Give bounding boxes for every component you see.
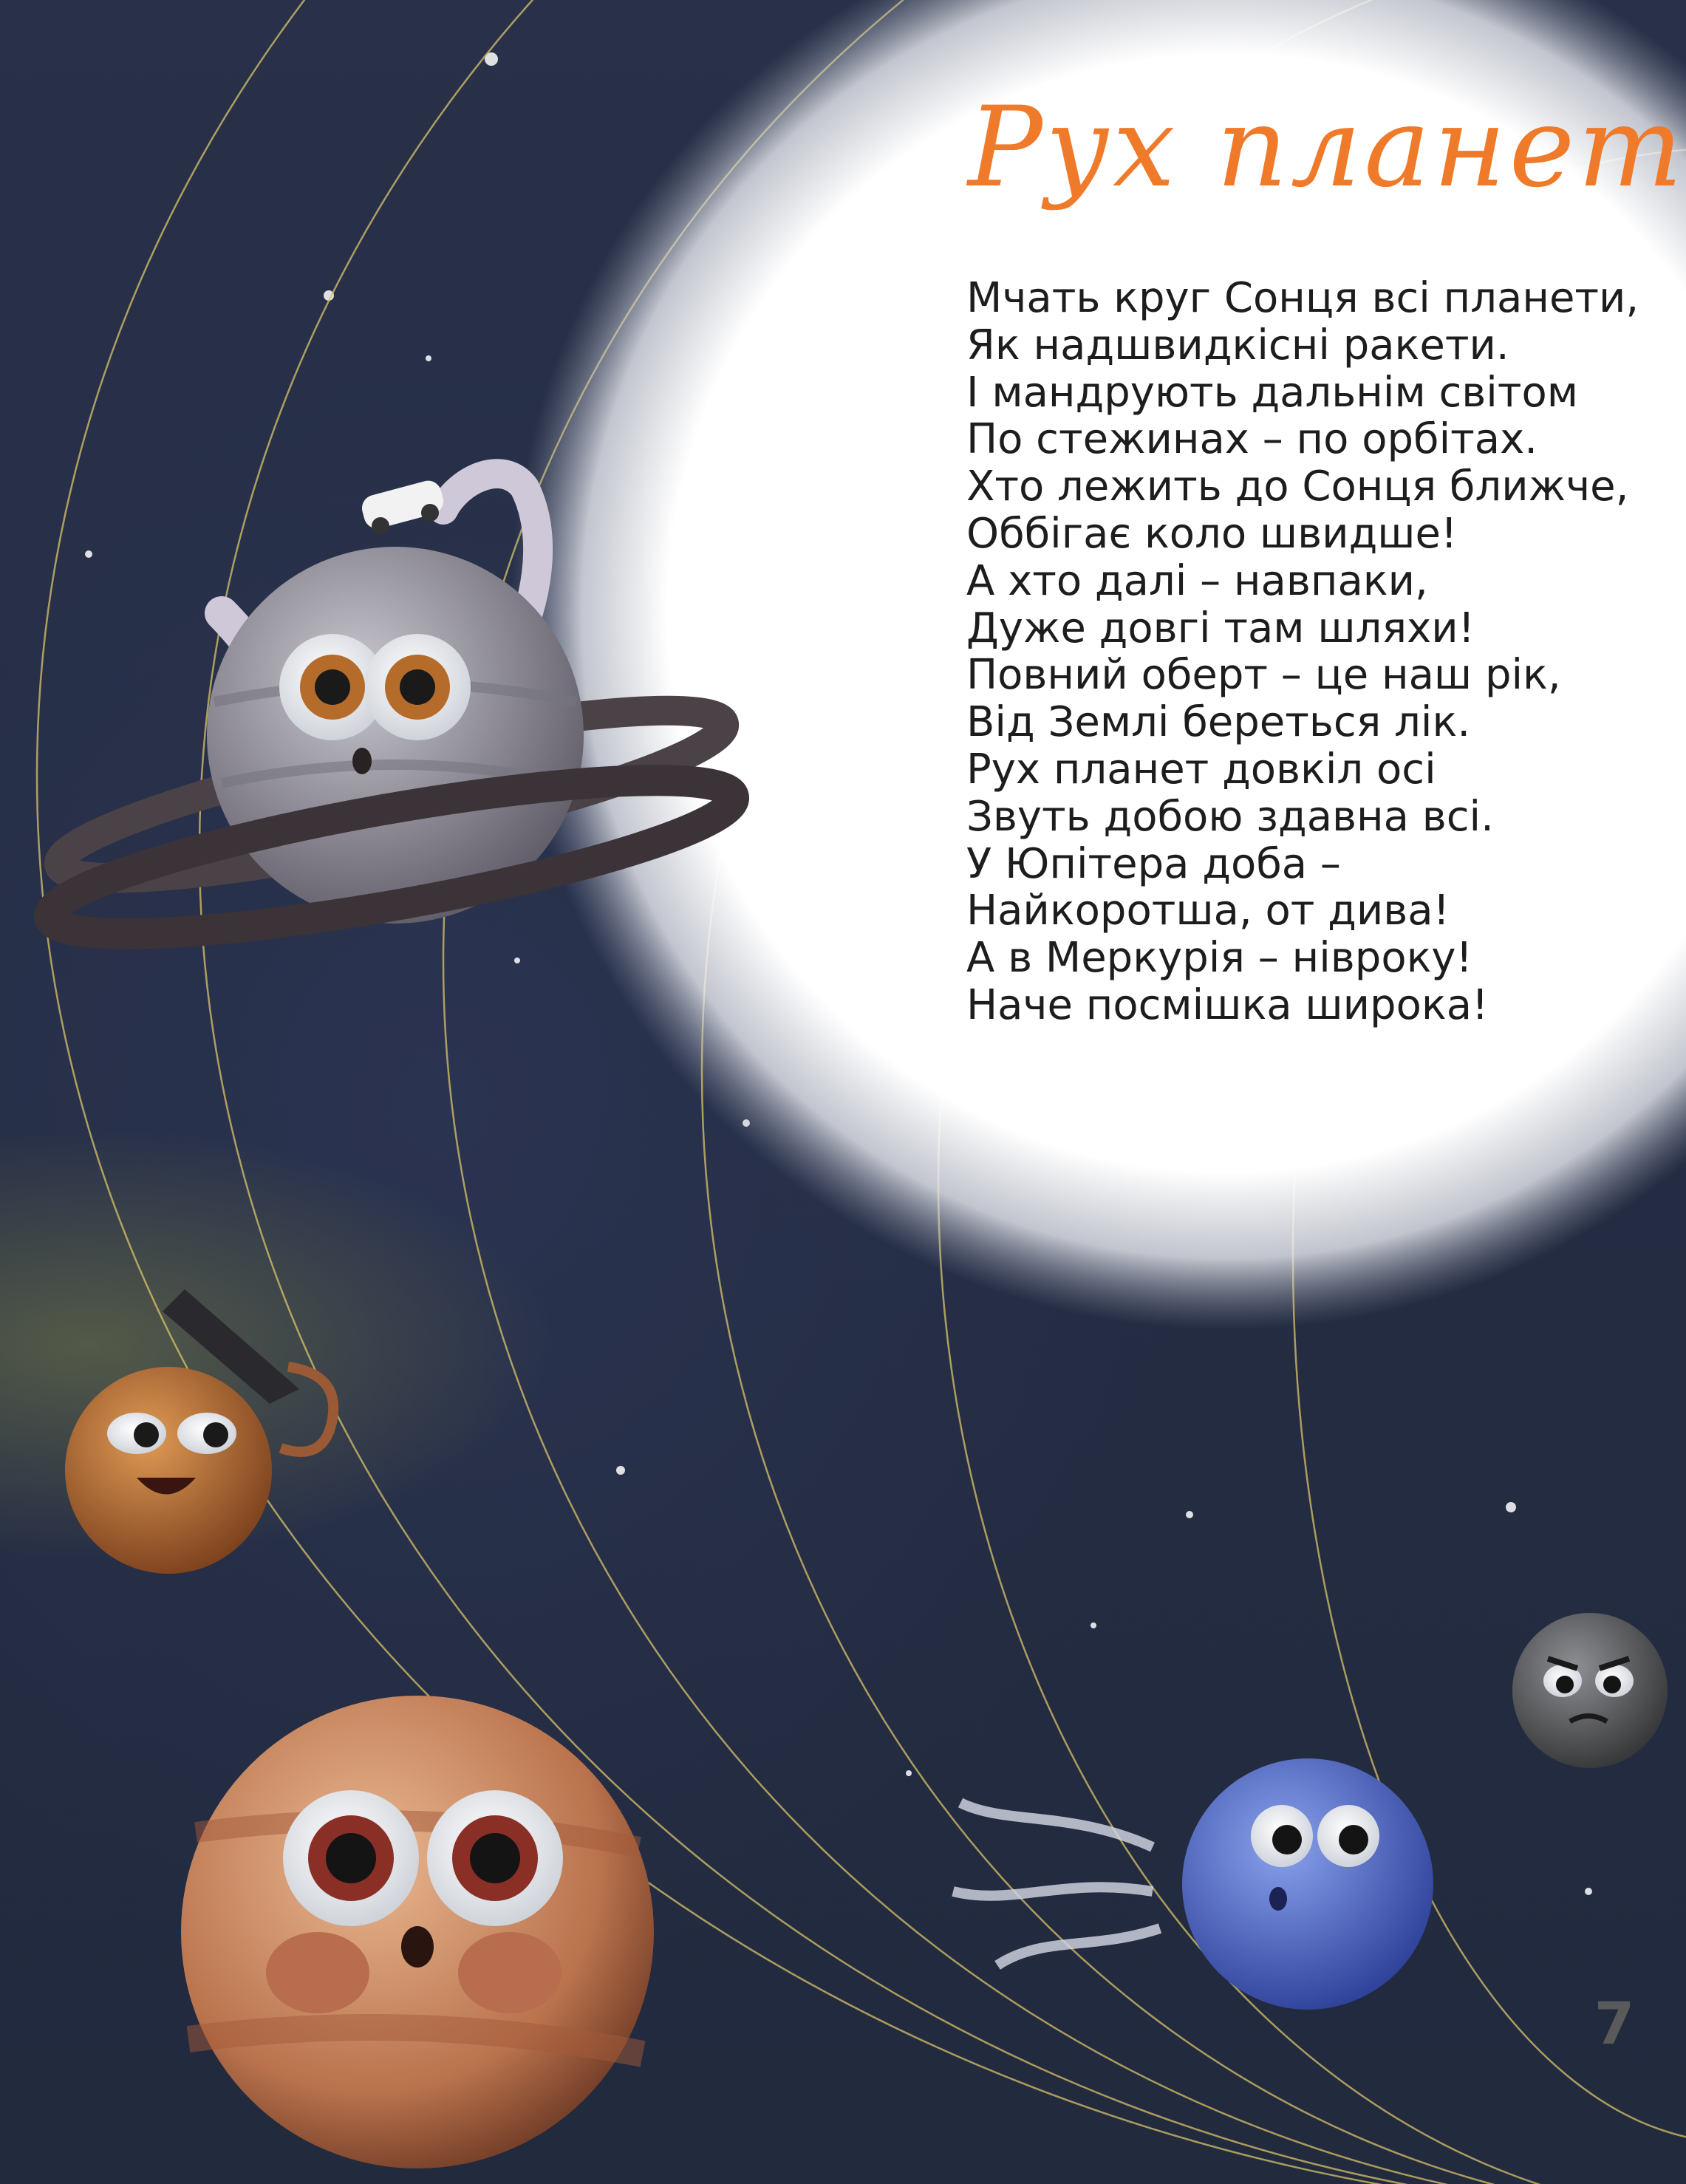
neptune-character-icon [953, 1758, 1433, 2010]
poem-line: Дуже довгі там шляхи! [966, 604, 1475, 652]
poem-line: Як надшвидкісні ракети. [966, 321, 1509, 369]
mercury-character-icon [1512, 1613, 1668, 1768]
page-number: 7 [1594, 1991, 1635, 2058]
poem-line: У Юпітера доба – [966, 839, 1341, 888]
poem-line: Повний оберт – це наш рік, [966, 651, 1561, 700]
page-title: Рух планет [968, 83, 1686, 212]
poem-line: А хто далі – навпаки, [966, 556, 1428, 605]
poem-line: І мандрують дальнім світом [966, 368, 1578, 417]
poem-line: Хто лежить до Сонця ближче, [966, 463, 1629, 511]
poem-text [966, 275, 1661, 1029]
poem-line: Рух планет довкіл осі [966, 745, 1436, 794]
poem-line: А в Меркурія – нівроку! [966, 934, 1472, 983]
poem-line: Оббігає коло швидше! [966, 509, 1458, 558]
jupiter-character-icon [181, 1696, 654, 2168]
poem-line: Наче посмішка широка! [966, 980, 1489, 1029]
poem-line: По стежинах – по орбітах. [966, 415, 1538, 464]
poem-line: Від Землі береться лік. [966, 698, 1471, 747]
poem-line: Мчать круг Сонця всі планети, [966, 274, 1639, 322]
mars-character-icon [65, 1289, 333, 1574]
poem-line: Найкоротша, от дива! [966, 887, 1450, 935]
toy-car-icon [359, 478, 446, 535]
poem-line: Звуть добою здавна всі. [966, 792, 1494, 841]
